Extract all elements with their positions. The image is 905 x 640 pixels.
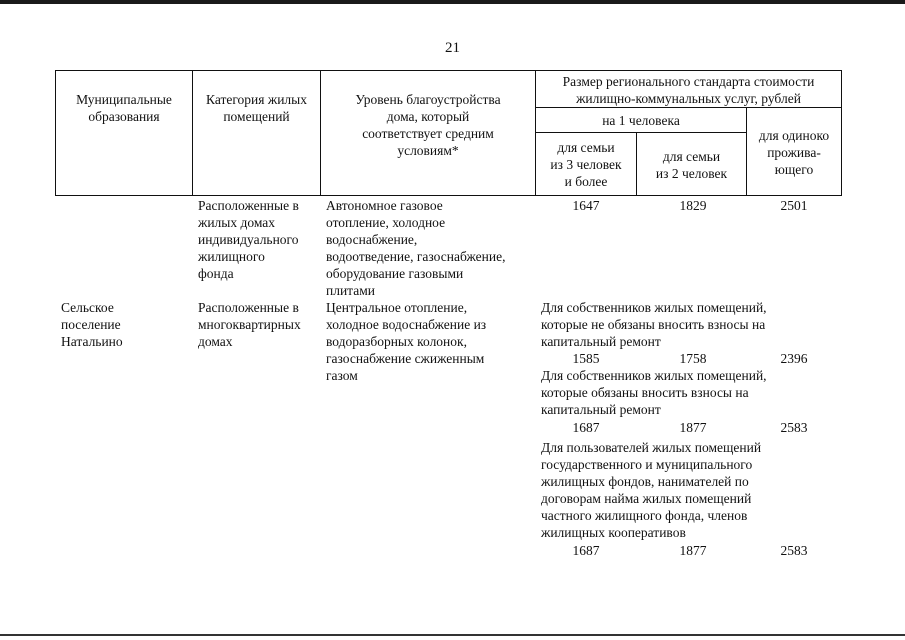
row1-category-line: Расположенные в xyxy=(198,198,299,213)
row2-group2-value-single: 2583 xyxy=(780,420,808,435)
page-number: 21 xyxy=(445,40,460,56)
row2-category-line: домах xyxy=(198,334,233,349)
row1-level-line: водоснабжение, xyxy=(326,232,418,247)
row2-group1-value-single: 2396 xyxy=(780,351,808,366)
row1-value-family3: 1647 xyxy=(572,198,600,213)
row2-group3-line: договорам найма жилых помещений xyxy=(541,491,752,506)
row2-group1-line: капитальный ремонт xyxy=(541,334,661,349)
row2-group2-value-family2: 1877 xyxy=(679,420,707,435)
row1-level-line: оборудование газовыми xyxy=(326,266,464,281)
header-category-line: Категория жилых xyxy=(206,92,307,107)
row2-group1-text xyxy=(541,299,767,350)
row2-level-line: водоразборных колонок, xyxy=(326,334,467,349)
row2-group3-value-family2: 1877 xyxy=(679,543,707,558)
header-standard-line: Размер регионального стандарта стоимости xyxy=(562,74,815,89)
row2-group3-line: Для пользователей жилых помещений xyxy=(541,440,762,455)
header-municipal-line: Муниципальные xyxy=(76,92,172,107)
row2-group3-line: частного жилищного фонда, членов xyxy=(541,508,748,523)
bottom-border xyxy=(0,634,905,636)
row2-group3-line: жилищных фондов, нанимателей по xyxy=(541,474,749,489)
header-standard xyxy=(536,73,841,107)
row1-level-line: Автономное газовое xyxy=(326,198,443,213)
header-single-line: ющего xyxy=(774,162,814,177)
row1-value-family2: 1829 xyxy=(679,198,707,213)
row1-category-line: фонда xyxy=(198,266,234,281)
header-level-line: дома, который xyxy=(386,109,470,124)
header-level-line: соответствует средним xyxy=(362,126,494,141)
header-municipal-line: образования xyxy=(88,109,160,124)
header-family2-line: для семьи xyxy=(662,149,721,164)
row1-category-line: жилых домах xyxy=(198,215,276,230)
header-municipal xyxy=(56,91,192,125)
row2-level-line: холодное водоснабжение из xyxy=(326,317,487,332)
row1-level-line: отопление, холодное xyxy=(326,215,446,230)
header-level-line: Уровень благоустройства xyxy=(355,92,501,107)
header-family2-line: из 2 человек xyxy=(655,166,728,181)
header-standard-line: жилищно-коммунальных услуг, рублей xyxy=(576,91,801,106)
header-single-line: прожива- xyxy=(767,145,821,160)
row2-group3-text xyxy=(541,439,761,541)
header-family3 xyxy=(536,139,636,190)
row1-category xyxy=(198,197,299,282)
header-category-line: помещений xyxy=(223,109,290,124)
row2-group3-line: жилищных кооперативов xyxy=(541,525,686,540)
header-category xyxy=(193,91,320,125)
header-single xyxy=(747,127,841,178)
top-border xyxy=(0,0,905,4)
row2-group1-value-family3: 1585 xyxy=(572,351,600,366)
row2-category xyxy=(198,299,301,350)
header-single-line: для одиноко xyxy=(758,128,830,143)
row2-group2-line: капитальный ремонт xyxy=(541,402,661,417)
row1-category-line: жилищного xyxy=(198,249,265,264)
row2-group3-line: государственного и муниципального xyxy=(541,457,753,472)
row2-level-line: Центральное отопление, xyxy=(326,300,468,315)
row2-group2-text xyxy=(541,367,767,418)
row2-group1-line: которые не обязаны вносить взносы на xyxy=(541,317,766,332)
row2-municipal xyxy=(61,299,123,350)
row1-level xyxy=(326,197,505,299)
header-family2 xyxy=(637,148,746,182)
row2-municipal-line: Натальино xyxy=(61,334,123,349)
row2-level-line: газоснабжение сжиженным xyxy=(326,351,485,366)
header-level-line: условиям* xyxy=(397,143,459,158)
header-family3-line: из 3 человек xyxy=(550,157,622,172)
row2-group2-value-family3: 1687 xyxy=(572,420,600,435)
row2-category-line: Расположенные в xyxy=(198,300,299,315)
row1-category-line: индивидуального xyxy=(198,232,299,247)
row2-group1-value-family2: 1758 xyxy=(679,351,707,366)
row2-group1-line: Для собственников жилых помещений, xyxy=(541,300,767,315)
row1-value-single: 2501 xyxy=(780,198,808,213)
row1-level-line: плитами xyxy=(326,283,376,298)
row2-level-line: газом xyxy=(326,368,358,383)
header-level xyxy=(321,91,535,159)
header-family3-line: для семьи xyxy=(557,140,615,155)
row2-group2-line: которые обязаны вносить взносы на xyxy=(541,385,749,400)
row2-group2-line: Для собственников жилых помещений, xyxy=(541,368,767,383)
row2-municipal-line: Сельское xyxy=(61,300,114,315)
header-family3-line: и более xyxy=(564,174,608,189)
row2-group3-value-family3: 1687 xyxy=(572,543,600,558)
row1-level-line: водоотведение, газоснабжение, xyxy=(326,249,506,264)
row2-level xyxy=(326,299,486,384)
header-per-person: на 1 человека xyxy=(602,113,680,128)
row2-category-line: многоквартирных xyxy=(198,317,301,332)
row2-municipal-line: поселение xyxy=(61,317,121,332)
row2-group3-value-single: 2583 xyxy=(780,543,808,558)
